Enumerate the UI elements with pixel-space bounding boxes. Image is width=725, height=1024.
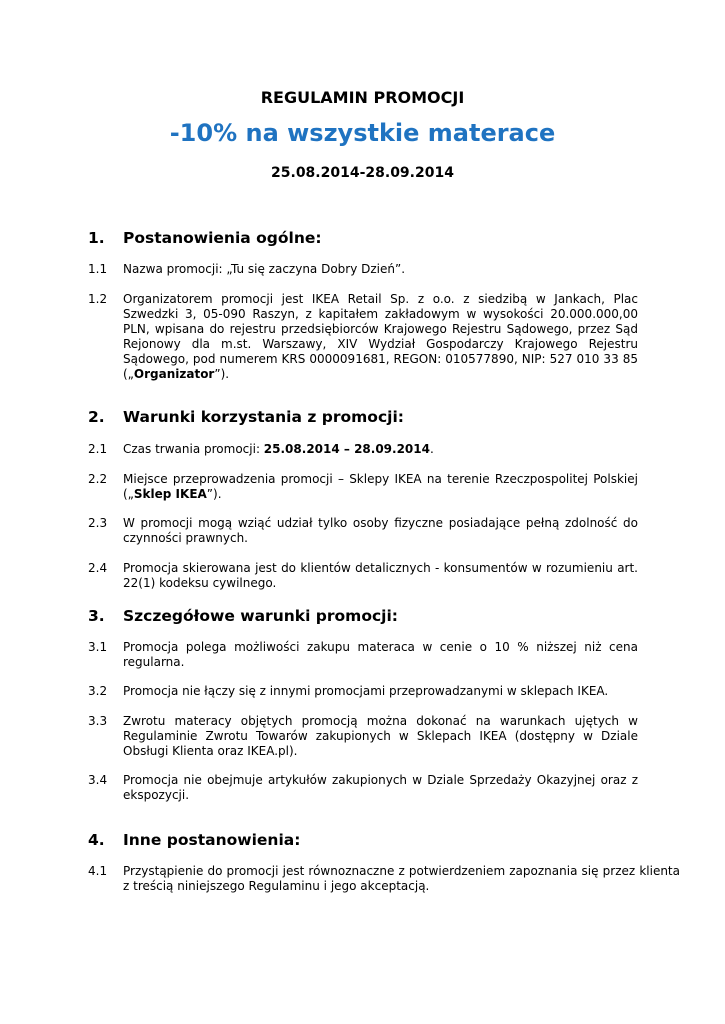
clause-text-part: Miejsce przeprowadzenia promocji – Sklepy IKEA na terenie Rzeczpospolitej Polskiej („ — [123, 472, 638, 501]
clause-number: 2.4 — [88, 561, 108, 575]
clause-number: 2.3 — [88, 516, 108, 530]
promotion-period: 25.08.2014 – 28.09.2014 — [263, 442, 430, 456]
section-2-heading — [88, 408, 404, 426]
clause-text-part: Czas trwania promocji: — [123, 442, 264, 456]
section-1-heading — [88, 229, 322, 247]
clause-text — [123, 442, 638, 457]
organizer-term: Organizator — [133, 367, 215, 381]
clause-text: Promocja nie łączy się z innymi promocjami przeprowadzanymi w sklepach IKEA. — [123, 684, 609, 698]
clause-text-part: ”). — [214, 367, 230, 381]
section-4-heading — [88, 831, 300, 849]
section-3-title: Szczegółowe warunki promocji: — [123, 607, 398, 625]
clause-text: Przystąpienie do promocji jest równoznaczne z potwierdzeniem zapoznania się przez klienta z treścią niniejszego Regulaminu i jego akceptacją. — [123, 864, 680, 893]
clause-text: Nazwa promocji: „Tu się zaczyna Dobry Dzień”. — [123, 262, 406, 276]
clause-text — [123, 472, 638, 502]
clause-number: 4.1 — [88, 864, 108, 878]
section-2-number: 2. — [88, 408, 105, 426]
clause-number: 1.2 — [88, 292, 108, 306]
clause-text-part: ”). — [206, 487, 222, 501]
document-title: REGULAMIN PROMOCJI — [260, 88, 465, 107]
section-3-heading — [88, 607, 398, 625]
section-4-title: Inne postanowienia: — [123, 831, 301, 849]
promotion-subtitle: -10% na wszystkie materace — [169, 119, 556, 147]
clause-text: Zwrotu materacy objętych promocją można dokonać na warunkach ujętych w Regulaminie Zwrotu Towarów zakupionych w Sklepach IKEA (dostępny w Dziale Obsługi Klienta oraz IKEA.pl). — [123, 714, 638, 758]
clause-number: 3.3 — [88, 714, 108, 728]
section-4-number: 4. — [88, 831, 105, 849]
section-3-number: 3. — [88, 607, 105, 625]
clause-text: Promocja polega możliwości zakupu materaca w cenie o 10 % niższej niż cena regularna. — [123, 640, 638, 669]
promotion-dates: 25.08.2014-28.09.2014 — [271, 165, 454, 181]
clause-number: 3.1 — [88, 640, 108, 654]
clause-number: 2.1 — [88, 442, 108, 456]
store-term: Sklep IKEA — [133, 487, 207, 501]
clause-text-part: Organizatorem promocji jest IKEA Retail Sp. z o.o. z siedzibą w Jankach, Plac Szwedzki 3, 05-090 Raszyn, z kapitałem zakładowym w wysokości 20.000.000,00 PLN, wpisana do rejestru przedsiębiorców Krajowego Rejestru Sądowego, przez Sąd Rejonowy dla m.st. Warszawy, XIV Wydział Gospodarczy Krajowego Rejestru Sądowego, pod numerem KRS 0000091681, REGON: 010577890, NIP: 527 010 33 85 („ — [123, 292, 638, 381]
clause-text: Promocja nie obejmuje artykułów zakupionych w Dziale Sprzedaży Okazyjnej oraz z ekspozycji. — [123, 773, 638, 802]
section-1-title: Postanowienia ogólne: — [123, 229, 322, 247]
clause-text — [123, 292, 638, 382]
section-1-number: 1. — [88, 229, 105, 247]
clause-number: 2.2 — [88, 472, 108, 486]
clause-text-part: . — [429, 442, 434, 456]
section-2-title: Warunki korzystania z promocji: — [123, 408, 404, 426]
clause-text: W promocji mogą wziąć udział tylko osoby fizyczne posiadające pełną zdolność do czynności prawnych. — [123, 516, 638, 545]
clause-number: 3.2 — [88, 684, 108, 698]
clause-number: 3.4 — [88, 773, 108, 787]
clause-text: Promocja skierowana jest do klientów detalicznych - konsumentów w rozumieniu art. 22(1) kodeksu cywilnego. — [123, 561, 638, 590]
clause-number: 1.1 — [88, 262, 108, 276]
